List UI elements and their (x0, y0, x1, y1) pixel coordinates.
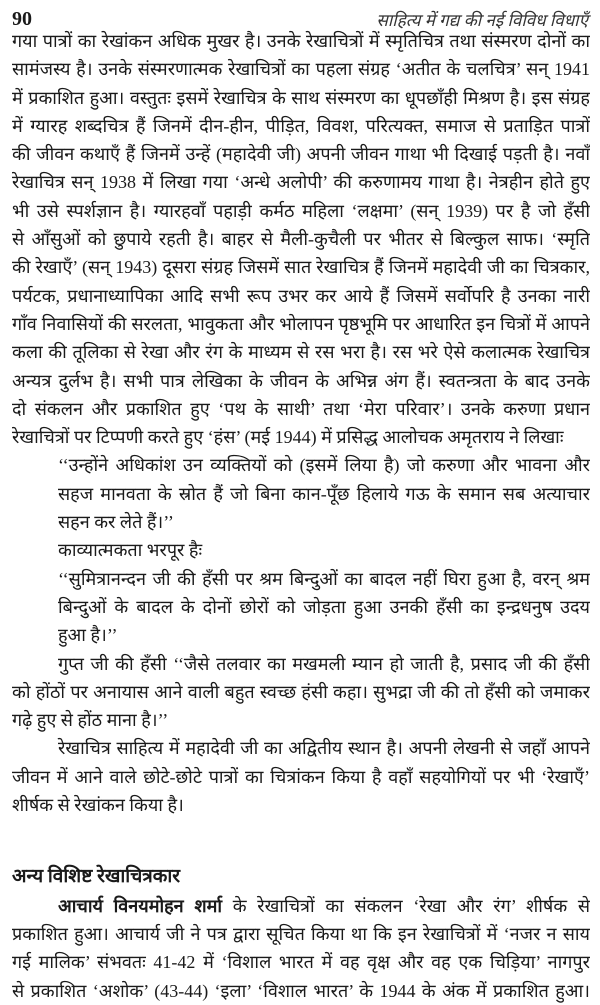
text-line: गढ़े हुए से होंठ माना है।’’ (12, 710, 169, 731)
text-line: अन्यत्र दुर्लभ है। सभी पात्र लेखिका के जीवन के अभिन्न अंग हैं। स्वतन्त्रता के बाद उनके (12, 370, 590, 391)
quote-line: हुआ है।’’ (58, 625, 118, 646)
text-line: रेखाचित्रों पर टिप्पणी करते हुए ‘हंस’ (मई 1944) में प्रसिद्ध आलोचक अमृतराय ने लिखाः (12, 427, 564, 448)
text-line: की जीवन कथाएँ हैं जिनमें उन्हें (महादेवी जी) अपनी जीवन गाथा भी दिखाई पड़ती है। नवाँ (12, 144, 590, 165)
text-line: जीवन में आने वाले छोटे-छोटे पात्रों का चित्रांकन किया है वहाँ सहयोगियों पर भी ‘रेखाएँ’ (12, 766, 590, 787)
text-line: दो संकलन और प्रकाशित हुए ‘पथ के साथी’ तथा ‘मेरा परिवार’। उनके करुणा प्रधान (12, 398, 590, 419)
page-number: 90 (12, 8, 32, 30)
text-span: के रेखाचित्रों का संकलन ‘रेखा और रंग’ शीर्षक से (222, 895, 590, 916)
text-line: में प्रकाशित हुआ। वस्तुतः इसमें रेखाचित्र के साथ संस्मरण का धूपछाँही मिश्रण है। इस संग्रह (12, 87, 590, 108)
section-heading: अन्य विशिष्ट रेखाचित्रकार (12, 866, 181, 888)
text-line: सामंजस्य है। उनके संस्मरणात्मक रेखाचित्रों का पहला संग्रह ‘अतीत के चलचित्र’ सन् 1941 (12, 59, 590, 80)
text-line: को होंठों पर अनायास आने वाली बहुत स्वच्छ हंसी कहा। सुभद्रा जी की तो हँसी को जमाकर (12, 681, 590, 702)
text-line: गाँव निवासियों की सरलता, भावुकता और भोलापन पृष्ठभूमि पर आधारित इन चित्रों में आपने (12, 313, 590, 334)
quote-line: सहन कर लेते हैं।’’ (58, 512, 174, 533)
quote-line: ‘‘सुमित्रानन्दन जी की हँसी पर श्रम बिन्दुओं का बादल नहीं घिरा हुआ है, वरन् श्रम (58, 568, 590, 589)
text-line: रेखाचित्र सन् 1938 में लिखा गया ‘अन्धे अलोपी’ की करुणामय गाथा है। नेत्रहीन होते हुए (12, 172, 590, 193)
text-line: गया पात्रों का रेखांकन अधिक मुखर है। उनके रेखाचित्रों में स्मृतिचित्र तथा संस्मरण दोनों का (12, 31, 590, 51)
quote-line: ‘‘उन्होंने अधिकांश उन व्यक्तियों को (इसमें लिया है) जो करुणा और भावना और (58, 455, 590, 476)
running-title: साहित्य में गद्य की नई विविध विधाएँ (376, 11, 588, 30)
text-line: शीर्षक से रेखांकन किया है। (12, 795, 184, 816)
quote-line: बिन्दुओं के बादल के दोनों छोरों को जोड़ता हुआ उनकी हँसी का इन्द्रधनुष उदय (58, 596, 590, 617)
text-line: में ग्यारह शब्दचित्र हैं जिनमें दीन-हीन, पीड़ित, विवश, परित्यक्त, समाज से प्रताड़ित पात्रों (12, 115, 590, 136)
quote-line: सहज मानवता के स्रोत हैं जो बिना कान-पूँछ हिलाये गऊ के समान सब अत्याचार (58, 483, 590, 504)
text-line (12, 892, 590, 920)
text-line: पर्यटक, प्रधानाध्यापिका आदि सभी रूप उभर कर आये हैं जिसमें सर्वोपरि है उनका नारी (12, 285, 590, 306)
page-body (12, 27, 590, 1005)
text-line: से आँसुओं को छुपाये रहती है। बाहर से मैली-कुचैली पर भीतर से बिल्कुल साफ। ‘स्मृति (12, 229, 590, 250)
text-line: गई मालिक’ संभवतः 41-42 में ‘विशाल भारत में वह वृक्ष और वह एक चिड़िया’ नागपुर (12, 952, 590, 973)
text-line: गुप्त जी की हँसी ‘‘जैसे तलवार का मखमली म्यान हो जाती है, प्रसाद जी की हँसी (58, 653, 590, 674)
text-line: भी उसे स्पर्शज्ञान है। ग्यारहवाँ पहाड़ी कर्मठ महिला ‘लक्षमा’ (सन् 1939) पर है जो हँसी (12, 200, 590, 221)
text-line: से प्रकाशित ‘अशोक’ (43-44) ‘इला’ ‘विशाल भारत’ के 1944 के अंक में प्रकाशित हुआ। (12, 980, 590, 1001)
text-line: की रेखाएँ’ (सन् 1943) दूसरा संग्रह जिसमें सात रेखाचित्र हैं जिनमें महादेवी जी का चित्रकार, (12, 257, 590, 278)
text-line: प्रकाशित हुआ। आचार्य जी ने पत्र द्वारा सूचित किया था कि इन रेखाचित्रों में ‘नजर न साय (12, 923, 590, 944)
text-line: काव्यात्मकता भरपूर हैः (58, 540, 203, 561)
text-line: कला की तूलिका से रेखा और रंग के माध्यम से रस भरा है। रस भरे ऐसे कलात्मक रेखाचित्र (12, 342, 590, 363)
text-line: रेखाचित्र साहित्य में महादेवी जी का अद्वितीय स्थान है। अपनी लेखनी से जहाँ आपने (58, 738, 590, 759)
author-name: आचार्य विनयमोहन शर्मा (58, 895, 223, 916)
